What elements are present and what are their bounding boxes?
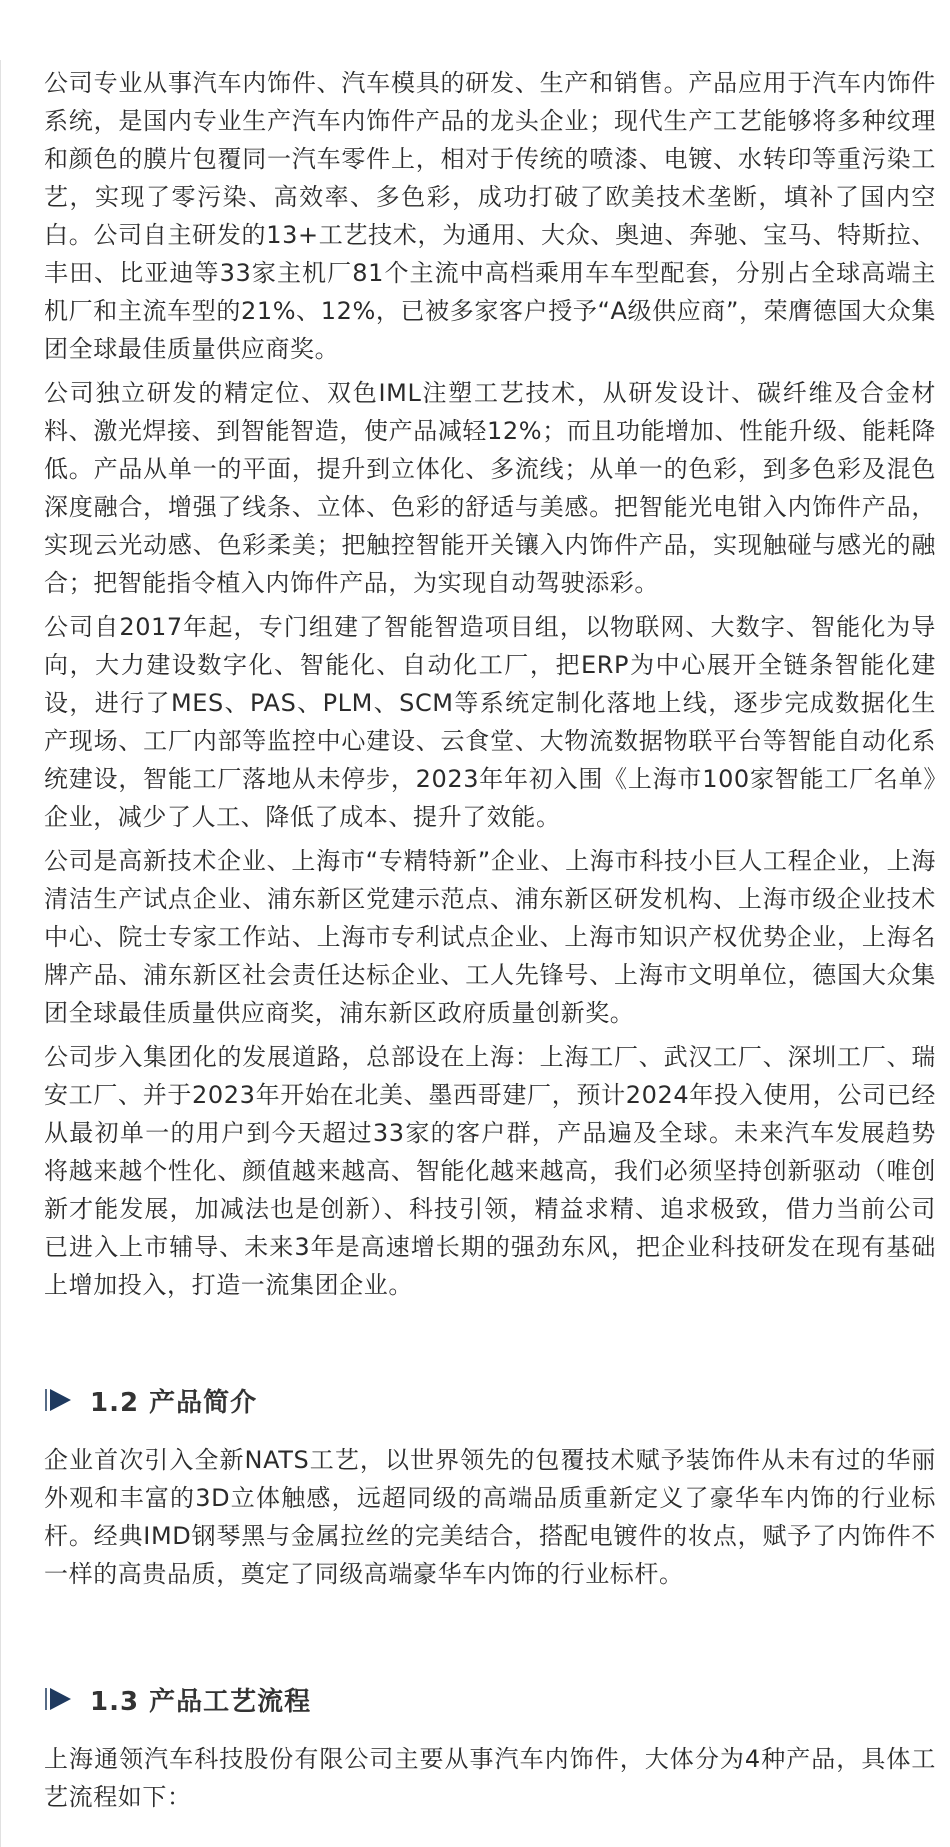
section-heading-product-intro [44, 1380, 936, 1420]
play-triangle-icon [44, 1684, 74, 1714]
section-title: 1.3 产品工艺流程 [90, 1686, 312, 1717]
intro-paragraph-3: 公司自2017年起，专门组建了智能智造项目组，以物联网、大数字、智能化为导向，大力建设数字化、智能化、自动化工厂，把ERP为中心展开全链条智能化建设，进行了MES、PAS、PLM、SCM等系统定制化落地上线，逐步完成数据化生产现场、工厂内部等监控中心建设、云食堂、大物流数据物联平台等智能自动化系统建设，智能工厂落地从未停步，2023年年初入围《上海市100家智能工厂名单》企业，减少了人工、降低了成本、提升了效能。 [44, 613, 936, 831]
article-body [44, 64, 936, 1822]
process-flow-paragraph: 上海通领汽车科技股份有限公司主要从事汽车内饰件，大体分为4种产品，具体工艺流程如下： [44, 1745, 936, 1811]
intro-paragraph-2: 公司独立研发的精定位、双色IML注塑工艺技术，从研发设计、碳纤维及合金材料、激光焊接、到智能智造，使产品减轻12%；而且功能增加、性能升级、能耗降低。产品从单一的平面，提升到立体化、多流线；从单一的色彩，到多色彩及混色深度融合，增强了线条、立体、色彩的舒适与美感。把智能光电钳入内饰件产品，实现云光动感、色彩柔美；把触控智能开关镶入内饰件产品，实现触碰与感光的融合；把智能指令植入内饰件产品，为实现自动驾驶添彩。 [44, 379, 936, 597]
play-triangle-icon [44, 1385, 74, 1415]
intro-paragraph-1: 公司专业从事汽车内饰件、汽车模具的研发、生产和销售。产品应用于汽车内饰件系统，是国内专业生产汽车内饰件产品的龙头企业；现代生产工艺能够将多种纹理和颜色的膜片包覆同一汽车零件上，相对于传统的喷漆、电镀、水转印等重污染工艺，实现了零污染、高效率、多色彩，成功打破了欧美技术垄断，填补了国内空白。公司自主研发的13+工艺技术，为通用、大众、奥迪、奔驰、宝马、特斯拉、丰田、比亚迪等33家主机厂81个主流中高档乘用车车型配套，分别占全球高端主机厂和主流车型的21%、12%，已被多家客户授予“A级供应商”，荣膺德国大众集团全球最佳质量供应商奖。 [44, 69, 936, 363]
intro-paragraph-5: 公司步入集团化的发展道路，总部设在上海：上海工厂、武汉工厂、深圳工厂、瑞安工厂、并于2023年开始在北美、墨西哥建厂，预计2024年投入使用，公司已经从最初单一的用户到今天超过33家的客户群，产品遍及全球。未来汽车发展趋势将越来越个性化、颜值越来越高、智能化越来越高，我们必须坚持创新驱动（唯创新才能发展，加减法也是创新）、科技引领，精益求精、追求极致，借力当前公司已进入上市辅导、未来3年是高速增长期的强劲东风，把企业科技研发在现有基础上增加投入，打造一流集团企业。 [44, 1043, 936, 1299]
section-title: 1.2 产品简介 [90, 1387, 258, 1418]
left-border-line [0, 60, 1, 1847]
section-heading-process-flow [44, 1679, 936, 1719]
intro-paragraph-4: 公司是高新技术企业、上海市“专精特新”企业、上海市科技小巨人工程企业，上海清洁生产试点企业、浦东新区党建示范点、浦东新区研发机构、上海市级企业技术中心、院士专家工作站、上海市专利试点企业、上海市知识产权优势企业，上海名牌产品、浦东新区社会责任达标企业、工人先锋号、上海市文明单位，德国大众集团全球最佳质量供应商奖，浦东新区政府质量创新奖。 [44, 847, 936, 1027]
product-intro-paragraph: 企业首次引入全新NATS工艺，以世界领先的包覆技术赋予装饰件从未有过的华丽外观和丰富的3D立体触感，远超同级的高端品质重新定义了豪华车内饰的行业标杆。经典IMD钢琴黑与金属拉丝的完美结合，搭配电镀件的妆点，赋予了内饰件不一样的高贵品质，奠定了同级高端豪华车内饰的行业标杆。 [44, 1446, 936, 1588]
